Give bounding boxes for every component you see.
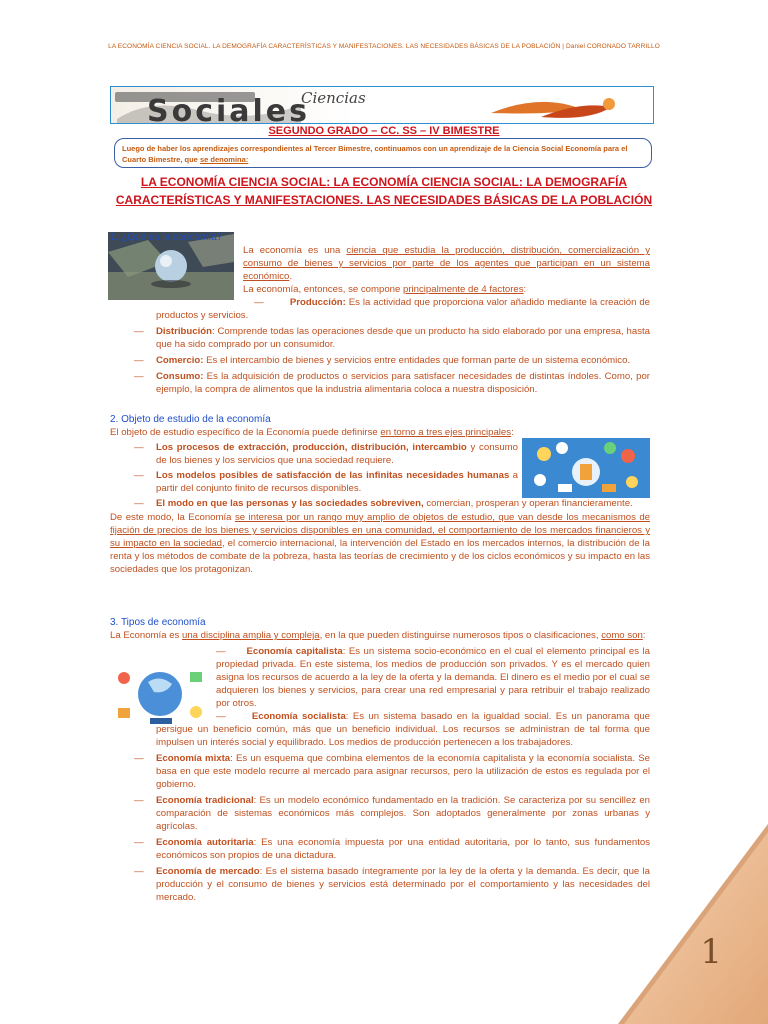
type-text: : Es una economía impuesta por una entidad autoritaria, por lo tanto, sus fundamentos económicos son propios de una dictadura. (156, 837, 650, 861)
ciencias-sociales-banner (110, 86, 654, 124)
type-term: Economía autoritaria (156, 837, 254, 848)
factor-text: Es la adquisición de productos o servicios para satisfacer necesidades de distintas índoles. Como, por ejemplo, la compra de alimentos que la industria alimentaria coloca a nuestra disposición. (156, 371, 650, 395)
factor-item (110, 325, 650, 351)
type-item (110, 752, 650, 791)
axis-text: comercian, prosperan y operan financieramente. (423, 498, 633, 509)
section-3-heading: 3. Tipos de economía (110, 617, 206, 628)
banner-logo (111, 87, 654, 124)
axis-term: Los modelos posibles de satisfacción de las infinitas necesidades humanas (156, 470, 510, 481)
s3-p1a: La Economía es (110, 630, 182, 641)
dash: — (216, 711, 226, 722)
s1-p1a: La economía es una (243, 245, 347, 256)
s1-p2b: : (523, 284, 527, 295)
type-text: : Es un esquema que combina elementos de la economía capitalista y la economía socialista. Se basa en que este modelo recurre al mercado para asignar recursos, pero la utilización de estos es regulada por el gobierno. (156, 753, 650, 790)
type-item (110, 865, 650, 904)
factor-term: Comercio: (156, 355, 204, 366)
type-term: Economía de mercado (156, 866, 260, 877)
factor-item (110, 354, 650, 367)
axis-item (110, 469, 650, 495)
dash: — (134, 355, 144, 366)
section-2-paragraph (110, 511, 650, 576)
factor-item (110, 296, 650, 322)
s1-p2a: La economía, entonces, se compone (243, 284, 403, 295)
type-text: : Es un sistema socio-económico en el cual el elemento principal es la propiedad privada. En este sistema, los medios de producción son privados. Y es el mercado quien asigna los recursos de acuerdo a la ley de la oferta y la demanda. El dinero es el medio por el cual se adquieren los bienes y servicios, para crear una red empresarial y para retribuir el trabajo realizado por otros. (216, 646, 650, 709)
type-term: Economía tradicional (156, 795, 254, 806)
type-text: : Es un modelo económico fundamentado en la tradición. Se caracteriza por su sencillez en comparación de sistemas económicos más complejos. Son adoptados generalmente por zonas urbanas y agrícolas. (156, 795, 650, 832)
section-3-intro (110, 629, 650, 642)
factor-item (110, 370, 650, 396)
running-header: LA ECONOMÍA CIENCIA SOCIAL. LA DEMOGRAFÍA CARACTERÍSTICAS Y MANIFESTACIONES. LAS NECESIDADES BÁSICAS DE LA POBLACIÓN | Daniel CORONADO TARRILLO (108, 43, 660, 50)
banner-big-text: Sociales (147, 94, 311, 124)
s2-p1a: El objeto de estudio específico de la Economía puede definirse (110, 427, 381, 438)
grade-title: SEGUNDO GRADO – CC. SS – IV BIMESTRE (268, 125, 500, 137)
s1-p2u: principalmente de 4 factores (403, 284, 524, 295)
dash: — (254, 297, 264, 308)
axis-text: a partir del conjunto finito de recursos disponibles. (156, 470, 518, 494)
factor-term: Distribución (156, 326, 212, 337)
section-2-heading: 2. Objeto de estudio de la economía (110, 414, 271, 425)
s2-p2u: se interesa por un rango muy amplio de objetos de estudio, que van desde los mecanismos de fijación de precios de los bienes y servicios disponibles en una comunidad, el comportamiento de los mercados financieros y su impacto en la sociedad (110, 512, 650, 549)
axis-item (110, 441, 650, 467)
dash: — (134, 866, 144, 877)
s2-p2a: De este modo, la Economía (110, 512, 235, 523)
main-title: LA ECONOMÍA CIENCIA SOCIAL: LA ECONOMÍA CIENCIA SOCIAL: LA DEMOGRAFÍA CARACTERÍSTICAS Y MANIFESTACIONES. LAS NECESIDADES BÁSICAS DE LA POBLACIÓN (115, 175, 653, 207)
section-1-factors-intro (110, 283, 650, 296)
type-item (110, 836, 650, 862)
banner-script-text: Ciencias (301, 89, 366, 107)
type-term: Economía socialista (251, 711, 346, 722)
factor-text: Es el intercambio de bienes y servicios entre entidades que forman parte de un sistema económico. (203, 355, 631, 366)
s3-p1u2: como son (601, 630, 643, 641)
type-item (110, 710, 650, 749)
intro-text: Luego de haber los aprendizajes correspondientes al Tercer Bimestre, continuamos con un aprendizaje de la Ciencia Social Economía para el Cuarto Bimestre, que (122, 144, 628, 164)
section-3 (110, 616, 650, 904)
dash: — (134, 753, 144, 764)
dash: — (134, 442, 144, 453)
s2-p2b: , el comercio internacional, la intervención del Estado en los mercados internos, la distribución de la renta y los métodos de combate de la pobreza, hasta las teorías de crecimiento y de los ciclos económicos y su impacto en las sociedades que los protagonizan. (110, 538, 651, 575)
axis-item (110, 497, 650, 510)
page-number: 1 (700, 932, 722, 972)
intro-underlined: se denomina: (199, 155, 249, 164)
type-term: Economía capitalista (246, 646, 343, 657)
dash: — (216, 646, 226, 657)
dash: — (134, 470, 144, 481)
dash: — (134, 371, 144, 382)
dash: — (134, 837, 144, 848)
type-term: Economía mixta (156, 753, 231, 764)
factor-term: Producción: (289, 297, 346, 308)
section-1-definition (110, 244, 650, 283)
section-1-heading: 1. ¿Qué es la economía? (110, 232, 223, 243)
section-1 (110, 231, 650, 396)
s2-p1b: : (511, 427, 514, 438)
intro-box (114, 138, 652, 168)
corner-decoration (618, 824, 768, 1024)
s3-p1b: , en la que pueden distinguirse numerosos tipos o clasificaciones, (319, 630, 602, 641)
section-2 (110, 413, 650, 576)
factor-text: Es la actividad que proporciona valor añadido mediante la creación de productos y servicios. (156, 297, 650, 321)
factor-term: Consumo: (156, 371, 204, 382)
dash: — (134, 326, 144, 337)
section-2-intro (110, 426, 650, 439)
axis-text: y consumo de los bienes y los servicios que una sociedad requiere. (156, 442, 518, 466)
type-item (110, 794, 650, 833)
s3-p1c: : (642, 630, 646, 641)
type-text: : Es un sistema basado en la igualdad social. Es un panorama que persigue un beneficio común, más que un beneficio individual. Los recursos se administran de tal forma que impulsen un interés social y equilibrado. Los medios de producción pertenecen a los trabajadores. (156, 711, 650, 748)
s1-p1b: . (289, 271, 293, 282)
type-item (110, 645, 650, 710)
factor-text: : Comprende todas las operaciones desde que un producto ha sido elaborado por una empresa, hasta que ha sido comprado por un consumidor. (156, 326, 650, 350)
axis-term: El modo en que las personas y las sociedades sobreviven, (156, 498, 424, 509)
type-text: : Es el sistema basado íntegramente por la ley de la oferta y la demanda. Es decir, que la producción y el consumo de bienes y servicios está determinado por el comportamiento y las necesidades del mercado. (156, 866, 651, 903)
dash: — (134, 498, 144, 509)
s1-p1u: ciencia que estudia la producción, distribución, comercialización y consumo de bienes y servicios por parte de los agentes que participan en un sistema económico (243, 245, 650, 282)
s3-p1u: una disciplina amplia y compleja (182, 630, 320, 641)
dash: — (134, 795, 144, 806)
axis-term: Los procesos de extracción, producción, distribución, intercambio (156, 442, 467, 453)
s2-p1u: en torno a tres ejes principales (380, 427, 512, 438)
